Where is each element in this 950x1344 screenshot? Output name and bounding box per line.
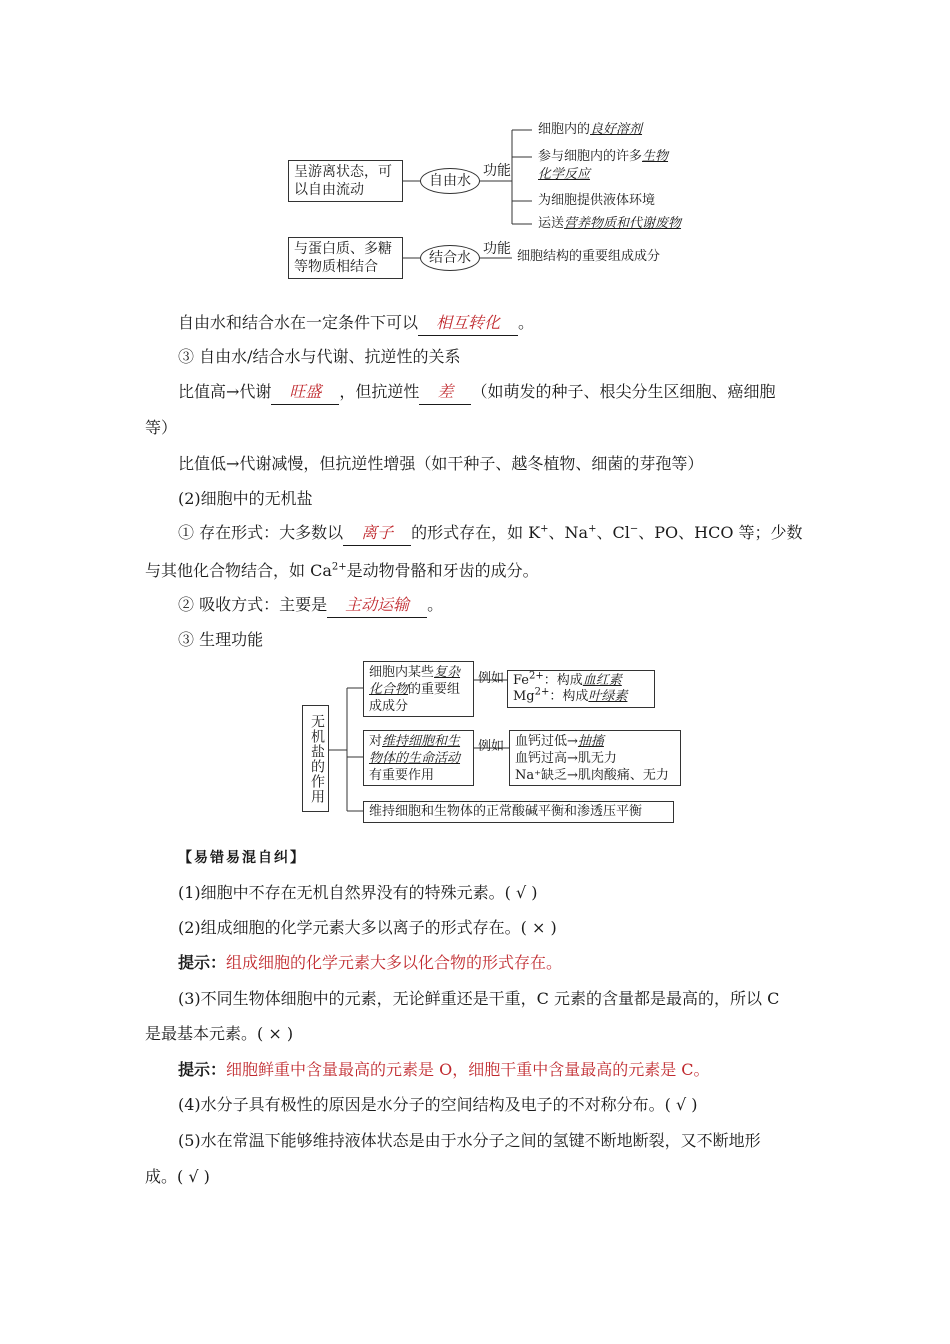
l7-c: 的形式存在，如 K bbox=[411, 523, 541, 542]
role-box-2 bbox=[363, 730, 474, 786]
free-item-3-text: 为细胞提供液体环境 bbox=[538, 193, 656, 208]
text-line-3 bbox=[178, 380, 775, 405]
free-water-item-2b bbox=[538, 166, 590, 184]
fe-keyword: 血红素 bbox=[582, 673, 622, 688]
free-item-2-keyword: 生物 bbox=[642, 149, 669, 164]
example-label-2: 例如 bbox=[478, 739, 505, 754]
mg-text: ：构成 bbox=[549, 689, 589, 704]
free-water-label: 自由水 bbox=[429, 173, 471, 189]
text-line-8 bbox=[145, 559, 539, 583]
fe-text: ：构成 bbox=[543, 673, 583, 688]
question-2: (2)组成细胞的化学元素大多以离子的形式存在。( × ) bbox=[178, 918, 557, 937]
question-5-line-2: 成。( √ ) bbox=[145, 1167, 210, 1186]
role-1-line-1 bbox=[369, 664, 468, 681]
l7-a: ① 存在形式：大多数以 bbox=[178, 523, 344, 542]
bound-water-item: 细胞结构的重要组成成分 bbox=[517, 249, 661, 264]
question-3-line-2: 是最基本元素。( × ) bbox=[145, 1024, 294, 1043]
role-1-pre: 细胞内某些 bbox=[369, 665, 435, 680]
role-2-line-2 bbox=[369, 750, 468, 767]
hint-1 bbox=[178, 951, 562, 975]
example-low-calcium bbox=[515, 733, 675, 750]
l8-a: 与其他化合物结合，如 Ca bbox=[145, 561, 332, 580]
bound-water-function-label: 功能 bbox=[483, 241, 511, 257]
l1-pre: 自由水和结合水在一定条件下可以 bbox=[178, 313, 419, 332]
text-line-2: ③ 自由水/结合水与代谢、抗逆性的关系 bbox=[178, 347, 461, 366]
text-line-10: ③ 生理功能 bbox=[178, 630, 264, 649]
role-2-kw1: 维持细胞和生 bbox=[382, 734, 461, 749]
inorganic-salt-root-box bbox=[302, 705, 329, 812]
l7-answer: 离子 bbox=[343, 521, 411, 546]
role-1-post1: 的重要组 bbox=[408, 682, 461, 697]
example-mg bbox=[513, 686, 649, 705]
text-line-4: 等） bbox=[145, 418, 178, 437]
l3-d: （如萌发的种子、根尖分生区细胞、癌细胞 bbox=[471, 382, 776, 401]
example-box-1 bbox=[507, 670, 655, 708]
role-2-pre: 对 bbox=[369, 734, 383, 749]
cl-charge: − bbox=[629, 523, 639, 535]
question-4: (4)水分子具有极性的原因是水分子的空间结构及电子的不对称分布。( √ ) bbox=[178, 1095, 698, 1114]
text-line-1 bbox=[178, 311, 534, 336]
fe-symbol: Fe bbox=[513, 673, 530, 688]
fe-charge: 2+ bbox=[529, 670, 544, 682]
l7-f: 、PO、HCO 等；少数 bbox=[638, 523, 803, 542]
free-item-1-text: 细胞内的 bbox=[538, 122, 591, 137]
example-fe bbox=[513, 670, 649, 689]
hint-1-label: 提示： bbox=[178, 953, 227, 972]
text-line-9 bbox=[178, 593, 443, 618]
l3-answer-2: 差 bbox=[419, 380, 471, 405]
l9-c: 。 bbox=[427, 595, 444, 614]
free-water-item-1 bbox=[538, 121, 642, 139]
bound-water-oval bbox=[420, 245, 480, 271]
bound-water-label: 结合水 bbox=[429, 250, 471, 266]
free-water-function-label: 功能 bbox=[483, 163, 511, 179]
hint-1-text: 组成细胞的化学元素大多以化合物的形式存在。 bbox=[226, 953, 563, 972]
role-2-line-3: 有重要作用 bbox=[369, 768, 435, 783]
question-3-line-1: (3)不同生物体细胞中的元素，无论鲜重还是干重，C 元素的含量都是最高的，所以 C bbox=[178, 989, 780, 1008]
example-label-1: 例如 bbox=[478, 671, 505, 686]
bound-water-state-box bbox=[288, 237, 403, 279]
mg-symbol: Mg bbox=[513, 689, 535, 704]
role-box-3 bbox=[363, 801, 674, 823]
low-calcium-keyword: 抽搐 bbox=[577, 734, 604, 749]
section-title: 【易错易混自纠】 bbox=[178, 850, 306, 866]
role-3-text: 维持细胞和生物体的正常酸碱平衡和渗透压平衡 bbox=[369, 804, 643, 819]
free-water-state-text: 呈游离状态，可以自由流动 bbox=[294, 164, 392, 198]
free-water-item-2 bbox=[538, 148, 668, 166]
example-sodium: Na⁺缺乏→肌肉酸痛、无力 bbox=[515, 768, 669, 783]
l3-a: 比值高→代谢 bbox=[178, 382, 272, 401]
na-charge: + bbox=[588, 523, 597, 535]
l1-answer: 相互转化 bbox=[418, 311, 518, 336]
free-water-item-4 bbox=[538, 215, 681, 233]
free-water-oval bbox=[420, 168, 480, 194]
l7-d: 、Na bbox=[548, 523, 589, 542]
text-line-7 bbox=[178, 521, 803, 546]
question-1: (1)细胞中不存在无机自然界没有的特殊元素。( √ ) bbox=[178, 883, 538, 902]
bound-water-state-text: 与蛋白质、多糖等物质相结合 bbox=[294, 241, 392, 275]
free-item-4-keyword: 营养物质和代谢废物 bbox=[564, 216, 682, 231]
free-item-2b-keyword: 化学反应 bbox=[538, 167, 591, 182]
l3-c: ，但抗逆性 bbox=[339, 382, 420, 401]
mg-charge: 2+ bbox=[534, 686, 550, 698]
inorganic-salt-root-label: 无机盐的作用 bbox=[309, 713, 325, 804]
question-5-line-1: (5)水在常温下能够维持液体状态是由于水分子之间的氢键不断地断裂，又不断地形 bbox=[178, 1131, 761, 1150]
hint-2-label: 提示： bbox=[178, 1060, 227, 1079]
l8-b: 是动物骨骼和牙齿的成分。 bbox=[346, 561, 539, 580]
mg-keyword: 叶绿素 bbox=[588, 689, 628, 704]
l9-answer: 主动运输 bbox=[327, 593, 427, 618]
free-item-4-text: 运送 bbox=[538, 216, 565, 231]
role-1-kw1: 复杂 bbox=[434, 665, 461, 680]
hint-2 bbox=[178, 1058, 710, 1082]
text-line-6: (2)细胞中的无机盐 bbox=[178, 489, 313, 508]
role-1-kw2: 化合物 bbox=[369, 682, 409, 697]
l3-answer-1: 旺盛 bbox=[271, 380, 339, 405]
k-charge: + bbox=[540, 523, 549, 535]
ca-charge: 2+ bbox=[331, 561, 347, 573]
role-1-line-2 bbox=[369, 681, 468, 698]
l7-e: 、Cl bbox=[596, 523, 630, 542]
l1-post: 。 bbox=[518, 313, 535, 332]
hint-2-text: 细胞鲜重中含量最高的元素是 O，细胞干重中含量最高的元素是 C。 bbox=[226, 1060, 710, 1079]
example-box-2 bbox=[509, 730, 681, 786]
role-1-line-3: 成成分 bbox=[369, 699, 409, 714]
free-water-item-3 bbox=[538, 192, 655, 210]
free-item-2-text: 参与细胞内的许多 bbox=[538, 149, 643, 164]
free-water-state-box bbox=[288, 160, 403, 202]
role-box-1 bbox=[363, 661, 474, 717]
role-2-kw2: 物体的生命活动 bbox=[369, 751, 461, 766]
text-line-5: 比值低→代谢减慢，但抗逆性增强（如干种子、越冬植物、细菌的芽孢等） bbox=[178, 454, 704, 473]
role-2-line-1 bbox=[369, 733, 468, 750]
low-calcium-text: 血钙过低→ bbox=[515, 734, 578, 749]
l9-a: ② 吸收方式：主要是 bbox=[178, 595, 328, 614]
free-item-1-keyword: 良好溶剂 bbox=[590, 122, 643, 137]
example-high-calcium: 血钙过高→肌无力 bbox=[515, 751, 617, 766]
